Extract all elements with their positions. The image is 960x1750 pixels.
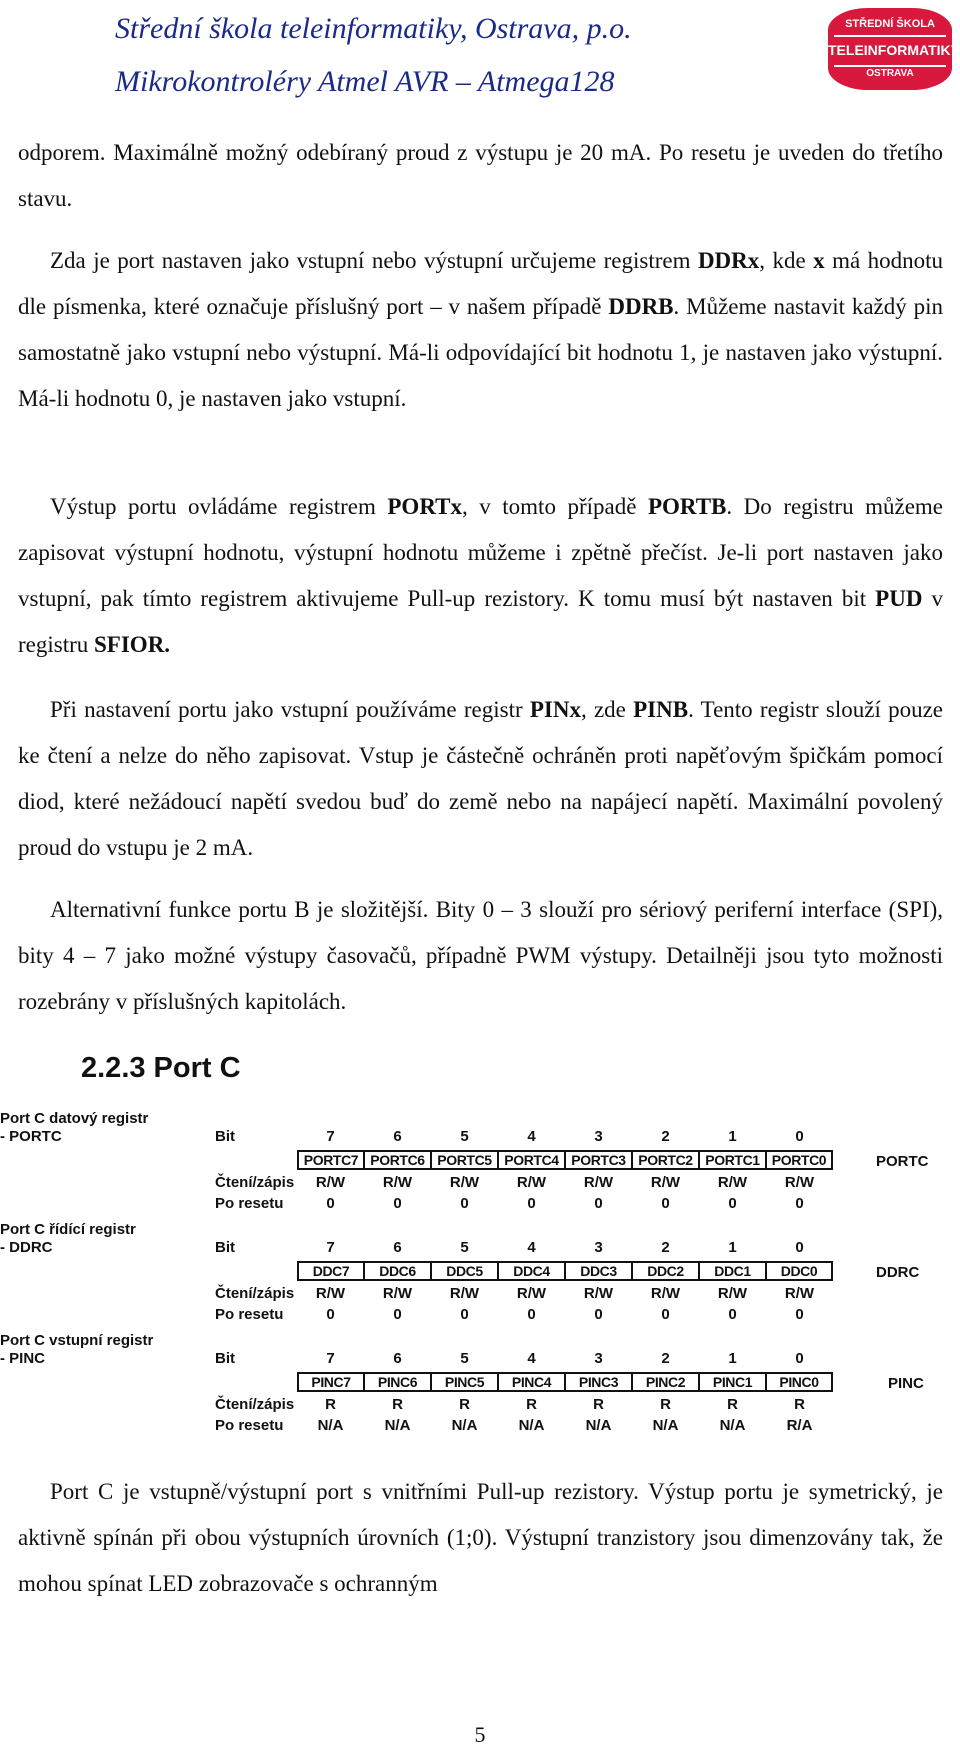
paragraph-intro (18, 130, 943, 222)
logo-line-2: TELEINFORMATIKY (828, 42, 960, 58)
register-bit-cell: PINC6 (364, 1372, 431, 1392)
bit-number: 0 (795, 1128, 804, 1145)
text-run: , zde (580, 697, 634, 722)
bit-number: 3 (594, 1350, 603, 1367)
paragraph-ddrx (18, 238, 943, 422)
rw-value: R (593, 1396, 604, 1413)
bit-number: 4 (527, 1128, 536, 1145)
text-run: Zda je port nastaven jako vstupní nebo výstupní určujeme registrem (50, 248, 698, 273)
rw-value: R/W (449, 1285, 480, 1302)
register-bit-cell: PORTC5 (431, 1150, 498, 1170)
register-bit-cell: PINC3 (565, 1372, 632, 1392)
reset-value: N/A (585, 1417, 612, 1434)
register-bit-cell: PORTC2 (632, 1150, 699, 1170)
bit-number: 6 (393, 1239, 402, 1256)
register-bit-cell: DDC4 (498, 1261, 565, 1281)
rw-value: R/W (784, 1285, 815, 1302)
register-bit-cell: PINC4 (498, 1372, 565, 1392)
bit-number: 7 (326, 1128, 335, 1145)
register-bit-cell: DDC6 (364, 1261, 431, 1281)
rw-value: R (526, 1396, 537, 1413)
rw-value: R (794, 1396, 805, 1413)
text-run: , kde (759, 248, 814, 273)
rw-value: R/W (382, 1285, 413, 1302)
reset-value: 0 (594, 1306, 603, 1323)
register-bit-cell: DDC0 (766, 1261, 833, 1281)
reset-value: 0 (326, 1306, 335, 1323)
register-name: PINC (888, 1375, 924, 1392)
bit-number: 0 (795, 1239, 804, 1256)
rw-label: Čtení/zápis (215, 1285, 295, 1302)
paragraph-port-c (18, 1469, 943, 1607)
register-bit-cell: PINC0 (766, 1372, 833, 1392)
register-bit-cell: DDC1 (699, 1261, 766, 1281)
reset-value: 0 (795, 1306, 804, 1323)
register-bit-cell: PORTC4 (498, 1150, 565, 1170)
text-run: . Můžeme nastavit každý pin samostatně jako vstupní nebo výstupní. Má-li odpovídající bit hodnotu 1, je nastaven jako výstupní. Má-li hodnotu 0, je nastaven jako vstupní. (18, 294, 943, 411)
reset-value: 0 (594, 1195, 603, 1212)
paragraph-portx (18, 484, 943, 668)
text-run: v registru (18, 586, 944, 657)
bit-label: Bit (215, 1239, 235, 1256)
register-bit-cell: PINC1 (699, 1372, 766, 1392)
rw-value: R/W (516, 1285, 547, 1302)
rw-value: R/W (382, 1174, 413, 1191)
bit-number: 6 (393, 1350, 402, 1367)
bold-term: DDRx (697, 248, 760, 273)
rw-value: R/W (583, 1174, 614, 1191)
register-bit-cell: DDC7 (297, 1261, 364, 1281)
reset-value: N/A (384, 1417, 411, 1434)
text-run: Při nastavení portu jako vstupní používáme registr (50, 697, 530, 722)
register-title: Port C datový registr (0, 1110, 149, 1127)
register-bit-cell: DDC3 (565, 1261, 632, 1281)
bold-term: x (813, 248, 825, 273)
reset-value: N/A (451, 1417, 478, 1434)
reset-value: 0 (326, 1195, 335, 1212)
register-name: PORTC (876, 1153, 929, 1170)
paragraph-intro-text: odporem. Maximálně možný odebíraný proud z výstupu je 20 mA. Po resetu je uveden do třetího stavu. (18, 140, 943, 211)
reset-value: 0 (460, 1306, 469, 1323)
header-school-name: Střední škola teleinformatiky, Ostrava, p.o. (115, 12, 632, 45)
register-title: Port C vstupní registr (0, 1332, 154, 1349)
reset-value: N/A (719, 1417, 746, 1434)
bold-term: PORTx (387, 494, 462, 519)
rw-label: Čtení/zápis (215, 1174, 295, 1191)
bit-label: Bit (215, 1350, 235, 1367)
rw-value: R/W (650, 1285, 681, 1302)
rw-value: R (459, 1396, 470, 1413)
text-run: . Do registru můžeme zapisovat výstupní hodnotu, výstupní hodnotu můžeme i zpětně přečíst. Je-li port nastaven jako vstupní, pak tímto registrem aktivujeme Pull-up rezistory. K tomu musí být nastaven bit (18, 494, 944, 611)
rw-value: R/W (717, 1174, 748, 1191)
bit-number: 4 (527, 1239, 536, 1256)
paragraph-alternative-functions-text: Alternativní funkce portu B je složitější. Bity 0 – 3 slouží pro sériový periferní interface (SPI), bity 4 – 7 jako možné výstupy časovačů, případně PWM výstupy. Detailněji jsou tyto možnosti rozebrány v příslušných kapitolách. (18, 897, 943, 1014)
register-table-portc (0, 1110, 960, 1238)
reset-value: 0 (393, 1306, 402, 1323)
bit-number: 3 (594, 1239, 603, 1256)
register-title-name: - PINC (0, 1350, 45, 1367)
bit-number: 1 (728, 1350, 737, 1367)
rw-value: R/W (315, 1285, 346, 1302)
logo-line-3: OSTRAVA (866, 68, 914, 79)
bold-term: SFIOR. (94, 632, 171, 657)
rw-value: R (727, 1396, 738, 1413)
bit-number: 5 (460, 1128, 469, 1145)
bit-number: 0 (795, 1350, 804, 1367)
text-run: má hodnotu dle písmenka, které označuje příslušný port – v našem případě (18, 248, 943, 319)
bold-term: PORTB (647, 494, 727, 519)
rw-label: Čtení/zápis (215, 1396, 295, 1413)
bit-number: 1 (728, 1239, 737, 1256)
bit-number: 1 (728, 1128, 737, 1145)
register-bit-cell: PORTC3 (565, 1150, 632, 1170)
register-bit-cell: PORTC0 (766, 1150, 833, 1170)
register-title-name: - DDRC (0, 1239, 53, 1256)
reset-value: R/A (786, 1417, 813, 1434)
register-title: Port C řídící registr (0, 1221, 136, 1238)
register-bit-cell: PORTC1 (699, 1150, 766, 1170)
register-title-name: - PORTC (0, 1128, 62, 1145)
reset-value: 0 (527, 1195, 536, 1212)
reset-value: 0 (527, 1306, 536, 1323)
page-header (0, 0, 960, 100)
page-number: 5 (474, 1722, 486, 1747)
reset-value: 0 (393, 1195, 402, 1212)
reset-value: 0 (661, 1306, 670, 1323)
bold-term: PUD (875, 586, 923, 611)
register-bit-cell: PINC7 (297, 1372, 364, 1392)
rw-value: R/W (583, 1285, 614, 1302)
register-bit-cell: PORTC7 (297, 1150, 364, 1170)
paragraph-pinx (18, 687, 943, 871)
bit-number: 2 (661, 1350, 670, 1367)
header-document-title: Mikrokontroléry Atmel AVR – Atmega128 (115, 65, 615, 98)
register-name: DDRC (876, 1264, 920, 1281)
reset-value: N/A (317, 1417, 344, 1434)
reset-label: Po resetu (215, 1417, 284, 1434)
text-run: , v tomto případě (461, 494, 648, 519)
logo-line-1: STŘEDNÍ ŠKOLA (845, 18, 935, 30)
rw-value: R/W (784, 1174, 815, 1191)
paragraph-alternative-functions (18, 887, 943, 1025)
reset-label: Po resetu (215, 1195, 284, 1212)
school-logo (828, 8, 960, 90)
bit-number: 5 (460, 1239, 469, 1256)
reset-value: 0 (728, 1306, 737, 1323)
rw-value: R/W (315, 1174, 346, 1191)
paragraph-port-c-text: Port C je vstupně/výstupní port s vnitřními Pull-up rezistory. Výstup portu je symetrický, je aktivně spínán při obou výstupních úrovních (1;0). Výstupní tranzistory jsou dimenzovány tak, že mohou spínat LED zobrazovače s ochranným (18, 1479, 943, 1596)
register-bit-cell: PINC2 (632, 1372, 699, 1392)
bit-number: 7 (326, 1239, 335, 1256)
rw-value: R/W (449, 1174, 480, 1191)
rw-value: R (325, 1396, 336, 1413)
register-bit-cell: PORTC6 (364, 1150, 431, 1170)
bold-term: PINx (529, 697, 581, 722)
rw-value: R (660, 1396, 671, 1413)
bit-number: 6 (393, 1128, 402, 1145)
rw-value: R (392, 1396, 403, 1413)
register-table-pinc (0, 1332, 960, 1460)
reset-value: 0 (661, 1195, 670, 1212)
reset-label: Po resetu (215, 1306, 284, 1323)
bit-number: 4 (527, 1350, 536, 1367)
reset-value: 0 (460, 1195, 469, 1212)
bit-number: 2 (661, 1239, 670, 1256)
register-bit-cell: PINC5 (431, 1372, 498, 1392)
text-run: . Tento registr slouží pouze ke čtení a nelze do něho zapisovat. Vstup je částečně ochráněn proti napěťovým špičkám pomocí diod, které nežádoucí napětí svedou buď do země nebo na napájecí napětí. Maximální povolený proud do vstupu je 2 mA. (18, 697, 943, 860)
section-heading: 2.2.3 Port C (81, 1052, 241, 1084)
bit-number: 3 (594, 1128, 603, 1145)
reset-value: N/A (518, 1417, 545, 1434)
register-bit-cell: DDC2 (632, 1261, 699, 1281)
rw-value: R/W (650, 1174, 681, 1191)
register-bit-cell: DDC5 (431, 1261, 498, 1281)
bit-number: 5 (460, 1350, 469, 1367)
reset-value: 0 (795, 1195, 804, 1212)
bit-number: 7 (326, 1350, 335, 1367)
rw-value: R/W (717, 1285, 748, 1302)
text-run: Výstup portu ovládáme registrem (50, 494, 388, 519)
bold-term: PINB (633, 697, 689, 722)
reset-value: N/A (652, 1417, 679, 1434)
bit-label: Bit (215, 1128, 235, 1145)
bit-number: 2 (661, 1128, 670, 1145)
reset-value: 0 (728, 1195, 737, 1212)
rw-value: R/W (516, 1174, 547, 1191)
bold-term: DDRB (608, 294, 674, 319)
